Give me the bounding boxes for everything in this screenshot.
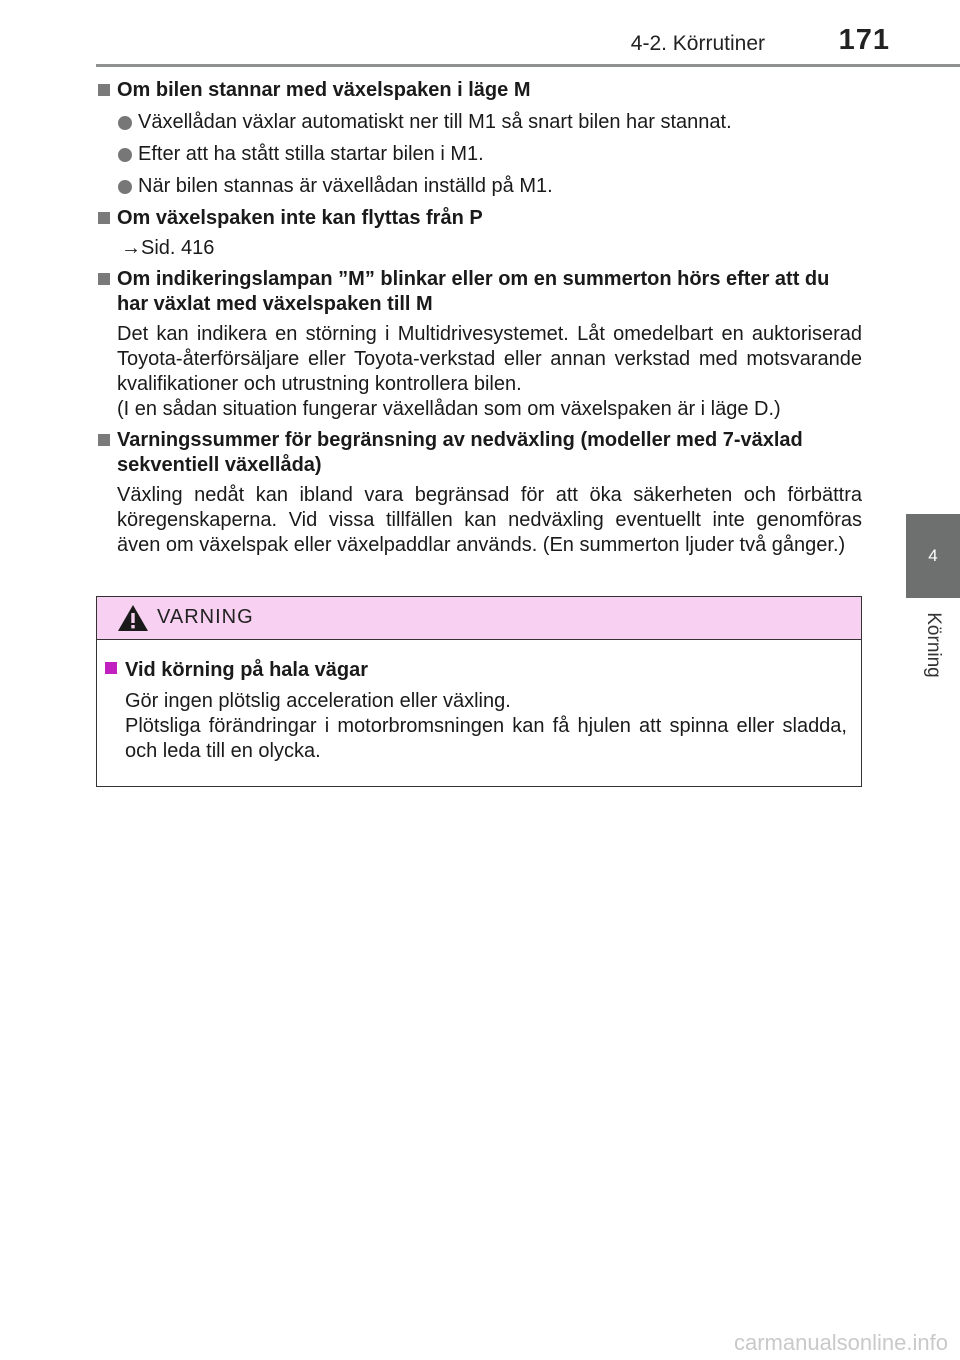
chapter-label-box bbox=[906, 600, 960, 690]
bullet-dot-icon bbox=[118, 116, 132, 130]
list-item bbox=[117, 142, 862, 167]
warning-title: VARNING bbox=[157, 606, 254, 628]
section-square-icon bbox=[98, 273, 110, 285]
page-reference-text: Sid. 416 bbox=[141, 237, 215, 259]
page-reference-link[interactable] bbox=[117, 236, 862, 261]
list-item-text: Efter att ha stått stilla startar bilen i M1. bbox=[138, 143, 484, 165]
bullet-dot-icon bbox=[118, 148, 132, 162]
list-item-text: När bilen stannas är växellådan inställd på M1. bbox=[138, 175, 553, 197]
section-indicator-blinks bbox=[97, 267, 862, 422]
warning-box bbox=[96, 596, 862, 787]
warning-paragraph: Plötsliga förändringar i motorbromsningen kan få hjulen att spinna eller sladda, och leda till en olycka. bbox=[125, 715, 847, 762]
chapter-label: Körning bbox=[923, 612, 944, 678]
warning-paragraph: Gör ingen plötslig acceleration eller växling. bbox=[125, 690, 511, 712]
warning-body bbox=[97, 640, 861, 764]
section-heading: Varningssummer för begränsning av nedväxling (modeller med 7-växlad sekventiell växellåda) bbox=[117, 429, 803, 476]
section-square-icon bbox=[98, 84, 110, 96]
section-shift-lever-stuck bbox=[97, 206, 862, 261]
section-stopped-in-m bbox=[97, 78, 862, 199]
arrow-right-icon: → bbox=[121, 237, 141, 259]
chapter-number: 4 bbox=[928, 546, 938, 565]
list-item bbox=[117, 110, 862, 135]
section-title: 4-2. Körrutiner bbox=[630, 32, 765, 55]
section-square-icon bbox=[98, 212, 110, 224]
list-item bbox=[117, 174, 862, 199]
body-paragraph: Det kan indikera en störning i Multidrivesystemet. Låt omedelbart en auktoriserad Toyota-återförsäljare eller Toyota-verkstad eller annan verkstad med motsvarande kvalifikationer och utrustning kontrollera bilen. bbox=[117, 323, 862, 395]
watermark: carmanualsonline.info bbox=[733, 1330, 948, 1355]
list-item-text: Växellådan växlar automatiskt ner till M1 så snart bilen har stannat. bbox=[138, 111, 732, 133]
page-header bbox=[0, 0, 960, 70]
warning-header bbox=[97, 597, 861, 640]
section-downshift-buzzer bbox=[97, 428, 862, 558]
main-content bbox=[97, 78, 862, 564]
warning-square-icon bbox=[105, 662, 117, 674]
section-heading: Om indikeringslampan ”M” blinkar eller om en summerton hörs efter att du har växlat med växelspaken till M bbox=[117, 268, 830, 315]
body-paragraph: Växling nedåt kan ibland vara begränsad för att öka säkerheten och förbättra köregenskaperna. Vid vissa tillfällen kan nedväxling eventuellt inte genomföras även om växelspak eller växelpaddlar används. (En summerton ljuder två gånger.) bbox=[117, 484, 862, 556]
chapter-tab[interactable] bbox=[906, 514, 960, 598]
section-body bbox=[117, 483, 862, 558]
section-heading: Om växelspaken inte kan flyttas från P bbox=[117, 207, 483, 229]
section-square-icon bbox=[98, 434, 110, 446]
bullet-dot-icon bbox=[118, 180, 132, 194]
warning-text bbox=[105, 689, 847, 764]
section-body bbox=[117, 322, 862, 422]
page-number: 171 bbox=[838, 24, 890, 56]
body-paragraph: (I en sådan situation fungerar växellådan som om växelspaken är i läge D.) bbox=[117, 398, 781, 420]
warning-triangle-icon bbox=[117, 603, 149, 633]
header-divider bbox=[96, 64, 960, 67]
warning-section-heading: Vid körning på hala vägar bbox=[125, 659, 369, 681]
section-heading: Om bilen stannar med växelspaken i läge M bbox=[117, 79, 531, 101]
